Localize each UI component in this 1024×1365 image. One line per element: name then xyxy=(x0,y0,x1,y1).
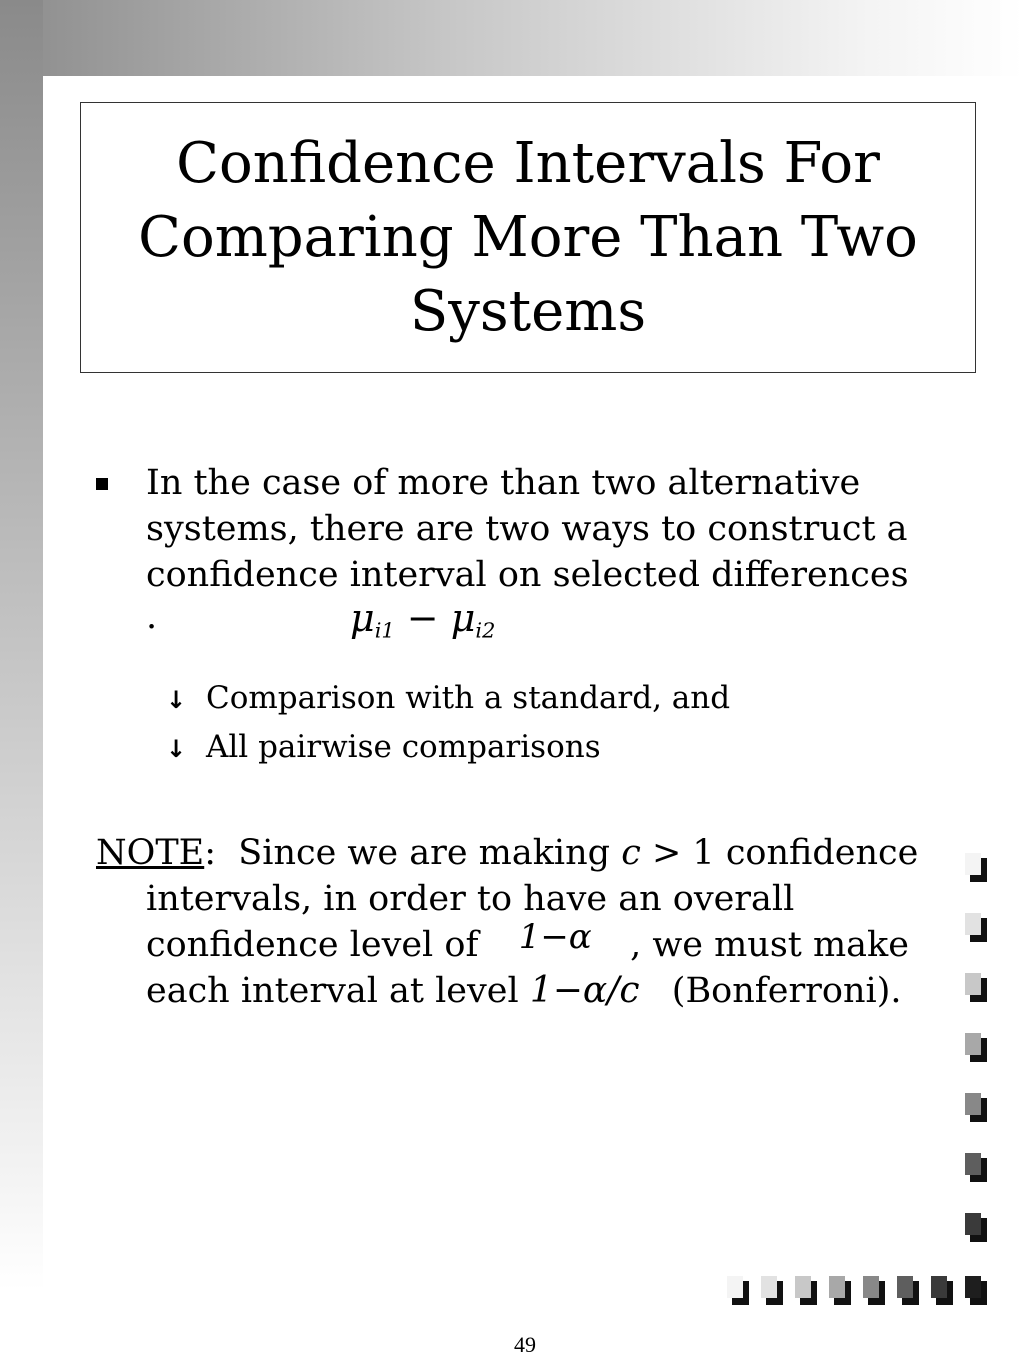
title-box xyxy=(80,102,976,373)
note-line-1 xyxy=(96,830,918,876)
down-arrow-icon: ↓ xyxy=(166,735,187,763)
c-variable: c xyxy=(621,833,641,873)
note-colon: : xyxy=(204,833,217,873)
note-line-4 xyxy=(146,968,902,1014)
mu-subscript-2: i2 xyxy=(475,618,496,643)
bullet-trailing-period: . xyxy=(146,597,158,637)
slide-title: Confidence Intervals For Comparing More Than Two Systems xyxy=(138,130,918,344)
note-label: NOTE xyxy=(96,833,205,873)
note-text-1: Since we are making xyxy=(238,833,611,873)
note-text-3-post: , we must make xyxy=(630,925,909,965)
minus-sign: − xyxy=(406,596,439,640)
sub-item-label: All pairwise comparisons xyxy=(206,729,601,765)
mu-symbol-1: μ xyxy=(350,596,375,640)
bullet-text: In the case of more than two alternative systems, there are two ways to construct a confidence interval on selected differences xyxy=(146,463,909,595)
mu-subscript-1: i1 xyxy=(374,618,395,643)
note-line-2: intervals, in order to have an overall xyxy=(146,879,795,919)
note-text-1-rest: > 1 confidence xyxy=(651,833,919,873)
down-arrow-icon: ↓ xyxy=(166,686,187,714)
note-text-4-post: (Bonferroni). xyxy=(671,971,902,1011)
note-line-3 xyxy=(146,917,909,968)
note-text-3-pre: confidence level of xyxy=(146,925,479,965)
left-gradient-band xyxy=(0,0,43,1290)
sub-item-label: Comparison with a standard, and xyxy=(206,680,731,716)
mu-difference-formula xyxy=(350,595,495,653)
note-text-4-pre: each interval at level xyxy=(146,971,519,1011)
one-minus-alpha-formula: 1−α xyxy=(518,917,592,957)
mu-symbol-2: μ xyxy=(450,596,476,640)
one-minus-alpha-over-c-formula: 1−α/c xyxy=(529,970,640,1011)
square-bullet-icon xyxy=(96,478,108,490)
page-number: 49 xyxy=(514,1332,536,1357)
top-gradient-band xyxy=(0,0,1024,76)
